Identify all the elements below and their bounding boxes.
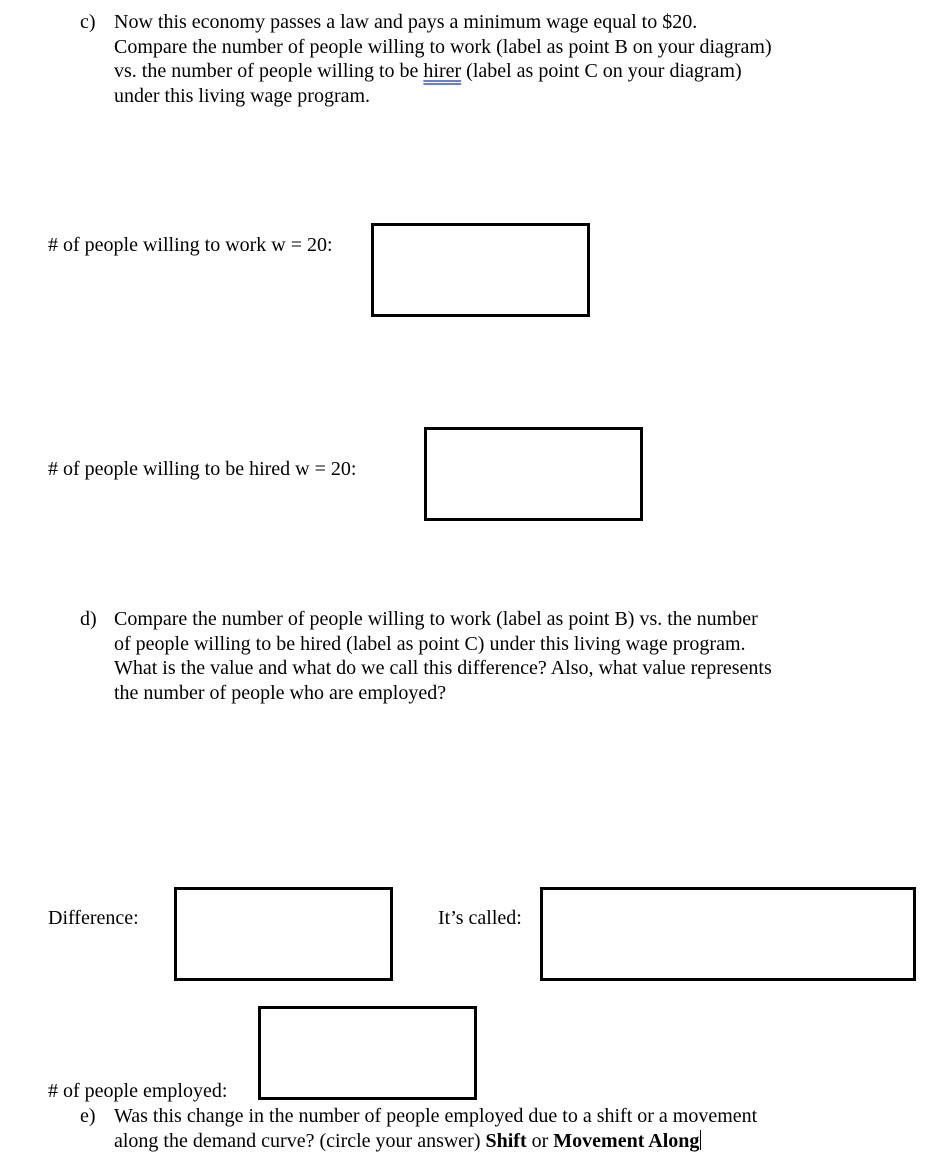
question-d <box>80 607 772 705</box>
question-c-line-3-before: vs. the number of people willing to be <box>114 60 423 82</box>
question-e-text <box>114 1104 757 1153</box>
called-answer-box[interactable] <box>540 887 916 981</box>
question-c-letter: c) <box>80 10 114 108</box>
question-d-line-2: of people willing to be hired (label as point C) under this living wage program. <box>114 632 772 657</box>
spelling-flagged-word[interactable]: hirer <box>423 60 461 82</box>
employed-label: # of people employed: <box>48 1079 227 1104</box>
willing-to-work-label: # of people willing to work w = 20: <box>48 233 333 258</box>
employed-answer-box[interactable] <box>258 1006 477 1100</box>
question-c-line-4: under this living wage program. <box>114 84 772 109</box>
or-word: or <box>527 1130 554 1152</box>
question-e-line-2-text: along the demand curve? (circle your answer) <box>114 1130 486 1152</box>
question-d-text <box>114 607 772 705</box>
question-d-line-1: Compare the number of people willing to work (label as point B) vs. the number <box>114 607 772 632</box>
difference-label: Difference: <box>48 906 139 931</box>
difference-answer-box[interactable] <box>174 887 393 981</box>
question-d-line-4: the number of people who are employed? <box>114 681 772 706</box>
called-label: It’s called: <box>438 906 522 931</box>
question-c-line-3 <box>114 59 772 84</box>
question-d-line-3: What is the value and what do we call this difference? Also, what value represents <box>114 656 772 681</box>
question-e-letter: e) <box>80 1104 114 1153</box>
question-e <box>80 1104 757 1153</box>
option-movement-along[interactable]: Movement Along <box>553 1130 699 1152</box>
question-d-letter: d) <box>80 607 114 705</box>
question-c <box>80 10 772 108</box>
willing-to-be-hired-label: # of people willing to be hired w = 20: <box>48 457 356 482</box>
question-e-line-1: Was this change in the number of people employed due to a shift or a movement <box>114 1104 757 1129</box>
question-c-line-2: Compare the number of people willing to work (label as point B on your diagram) <box>114 35 772 60</box>
option-shift[interactable]: Shift <box>486 1130 527 1152</box>
question-e-line-2 <box>114 1129 757 1153</box>
willing-to-work-answer-box[interactable] <box>371 223 590 317</box>
willing-to-be-hired-answer-box[interactable] <box>424 427 643 521</box>
question-c-text <box>114 10 772 108</box>
question-c-line-3-after: (label as point C on your diagram) <box>461 60 742 82</box>
text-cursor <box>700 1130 701 1150</box>
question-c-line-1: Now this economy passes a law and pays a minimum wage equal to $20. <box>114 10 772 35</box>
